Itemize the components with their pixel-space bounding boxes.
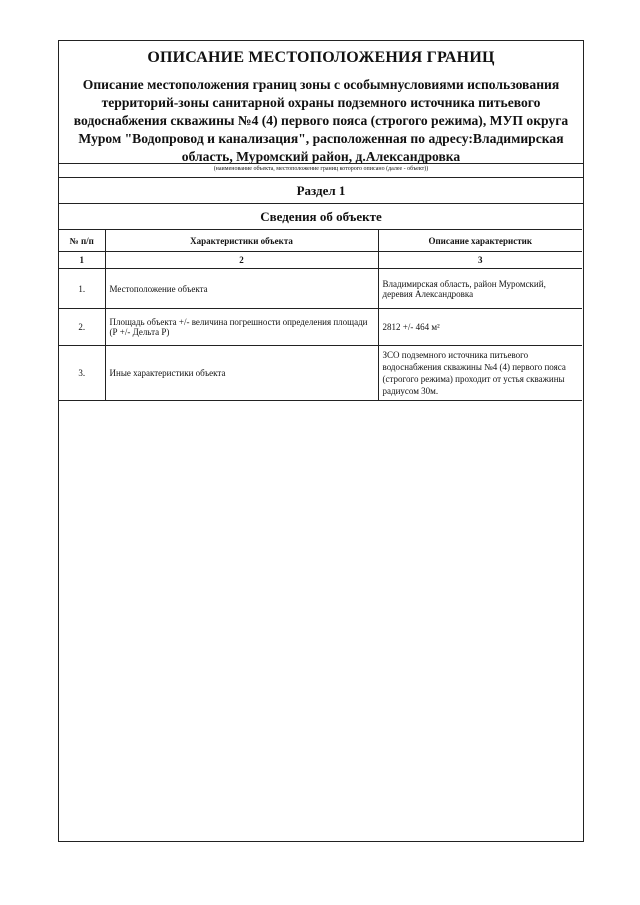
column-number-row (59, 252, 582, 269)
section-title: Раздел 1 (59, 177, 583, 204)
row-description: Владимирская область, район Муромский, деревия Александровка (378, 269, 582, 309)
row-description: ЗСО подземного источника питьевого водоснабжения скважины №4 (4) первого пояса (строгого режима) проходит от устья скважины радиусом 30м. (378, 346, 582, 401)
row-characteristic: Местоположение объекта (105, 269, 378, 309)
row-number: 2. (59, 309, 105, 346)
table-row (59, 309, 582, 346)
row-number: 3. (59, 346, 105, 401)
row-description: 2812 +/- 464 м² (378, 309, 582, 346)
row-number: 1. (59, 269, 105, 309)
column-number: 1 (59, 252, 105, 269)
table-row (59, 346, 582, 401)
column-number: 3 (378, 252, 582, 269)
row-characteristic: Иные характеристики объекта (105, 346, 378, 401)
row-characteristic: Площадь объекта +/- величина погрешности определения площади (Р +/- Дельта Р) (105, 309, 378, 346)
table-row (59, 269, 582, 309)
object-info-table (59, 229, 582, 401)
header-description: Описание характеристик (378, 230, 582, 252)
object-caption: (наименование объекта, местоположение границ которого описано (далее - объект)) (59, 163, 583, 174)
table-header-row (59, 230, 582, 252)
column-number: 2 (105, 252, 378, 269)
header-number: № п/п (59, 230, 105, 252)
document-frame (58, 40, 584, 842)
document-title: ОПИСАНИЕ МЕСТОПОЛОЖЕНИЯ ГРАНИЦ (147, 49, 495, 66)
section-subtitle: Сведения об объекте (260, 209, 382, 224)
object-description: Описание местоположения границ зоны с особымнусловиями использования территорий-зоны санитарной охраны подземного источника питьевого водоснабжения скважины №4 (4) первого пояса (строгого режима), МУП округа Муром "Водопровод и канализация", расположенная по адресу:Владимирская область, Муромский район, д.Александровка (73, 77, 569, 164)
header-characteristic: Характеристики объекта (105, 230, 378, 252)
